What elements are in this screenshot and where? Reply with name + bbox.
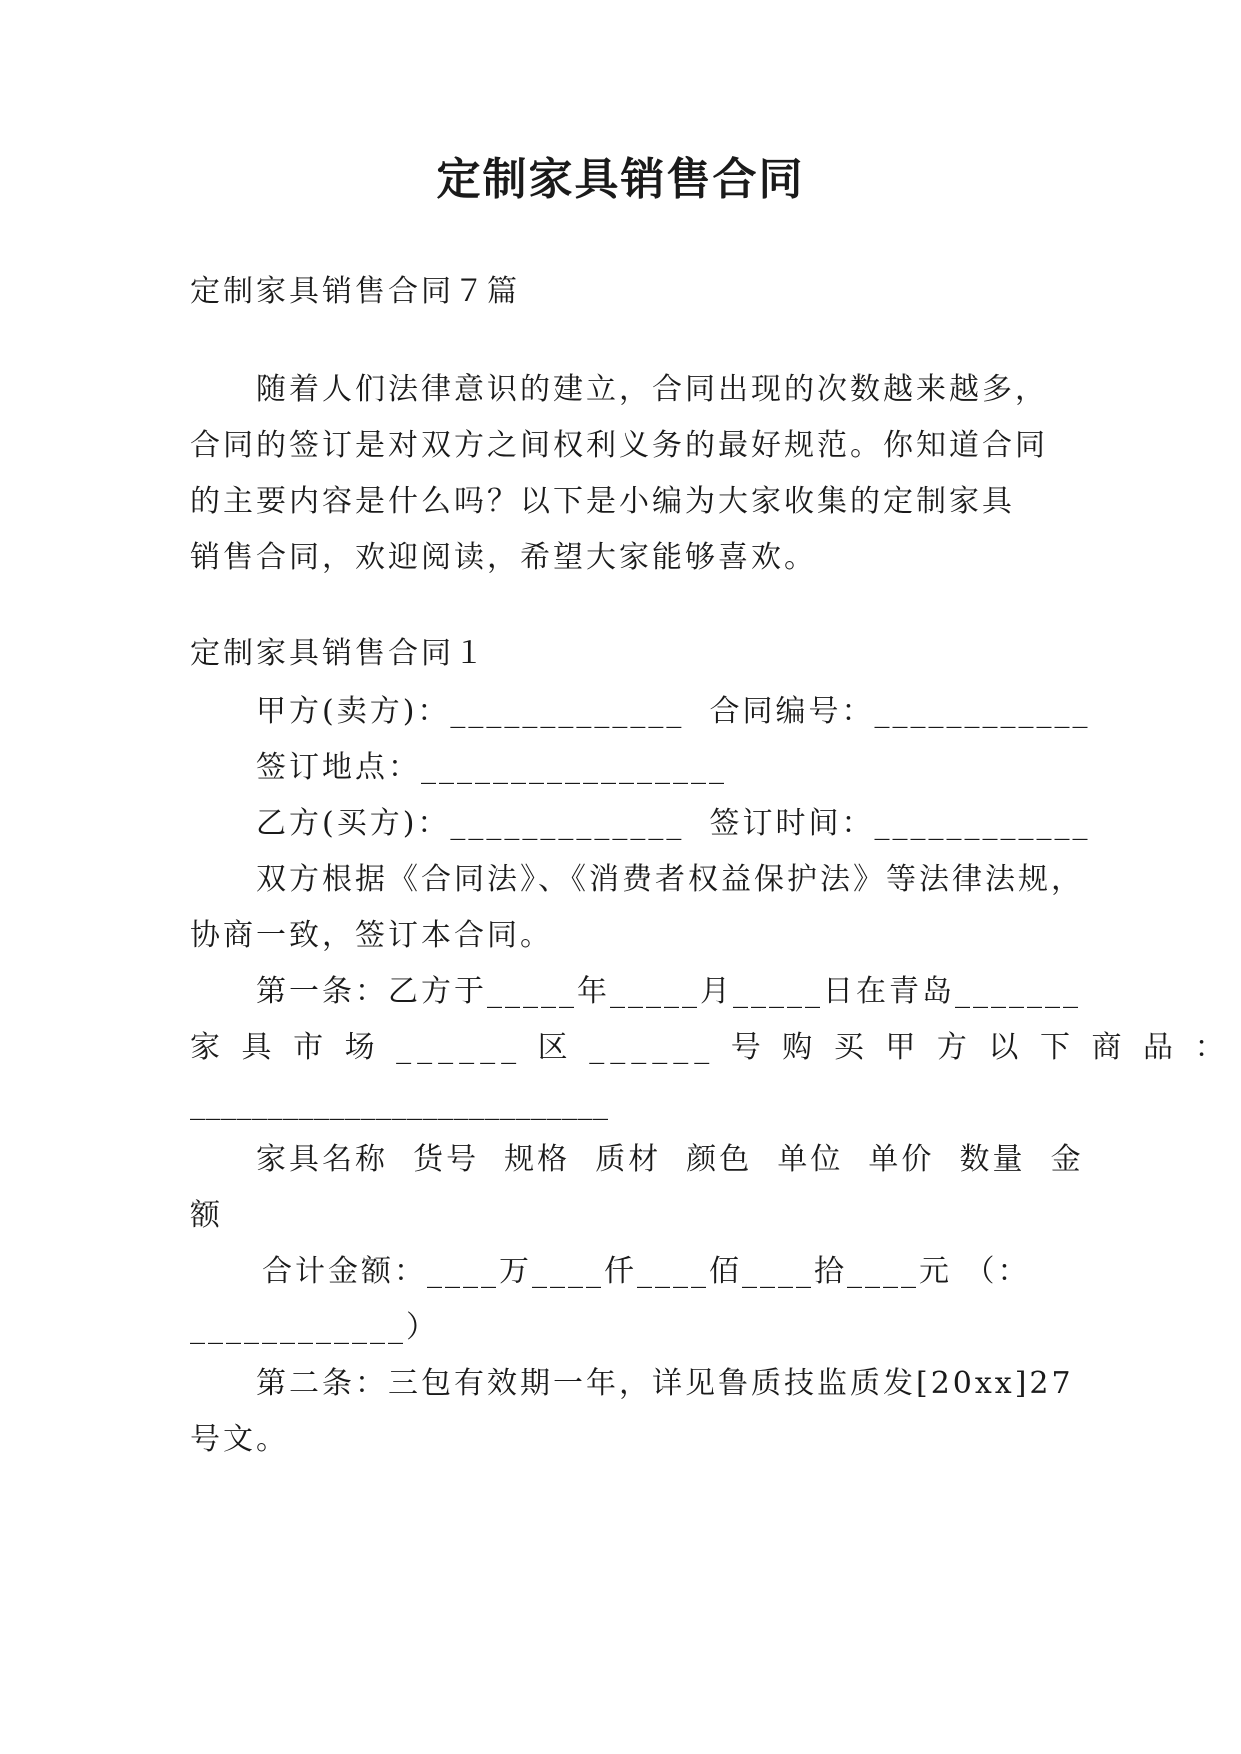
party-b-line: 乙方(买方)：_____________ 签订时间：____________ — [256, 806, 1091, 841]
intro-line-1: 随着人们法律意识的建立，合同出现的次数越来越多， — [256, 372, 1048, 407]
table-header-line-2: 额 — [190, 1198, 223, 1233]
party-a-line: 甲方(卖方)：_____________ 合同编号：____________ — [256, 694, 1091, 729]
sign-place-line: 签订地点：_________________ — [256, 750, 727, 785]
section-heading: 定制家具销售合同１ — [190, 636, 487, 671]
document-subtitle: 定制家具销售合同７篇 — [190, 274, 520, 309]
article1-line-3: ___________________________ — [190, 1086, 609, 1121]
intro-line-3: 的主要内容是什么吗？以下是小编为大家收集的定制家具 — [190, 484, 1015, 519]
intro-line-2: 合同的签订是对双方之间权利义务的最好规范。你知道合同 — [190, 428, 1048, 463]
intro-line-4: 销售合同，欢迎阅读，希望大家能够喜欢。 — [190, 540, 817, 575]
total-line-1: 合计金额：____万____仟____佰____拾____元 （： — [262, 1254, 1031, 1289]
document-title: 定制家具销售合同 — [436, 154, 805, 205]
article1-line-1: 第一条：乙方于_____年_____月_____日在青岛_______ — [256, 974, 1081, 1009]
basis-line-1: 双方根据《合同法》、《消费者权益保护法》等法律法规， — [256, 862, 1084, 897]
article2-line-1: 第二条：三包有效期一年，详见鲁质技监质发[20xx]27 — [256, 1366, 1074, 1401]
article1-line-2: 家 具 市 场 ______ 区 ______ 号 购 买 甲 方 以 下 商 品 ： — [190, 1030, 1231, 1065]
table-header-line-1: 家具名称 货号 规格 质材 颜色 单位 单价 数量 金 — [256, 1142, 1084, 1177]
total-line-2: ____________） — [190, 1310, 439, 1345]
article2-line-2: 号文。 — [190, 1422, 289, 1457]
basis-line-2: 协商一致，签订本合同。 — [190, 918, 553, 953]
